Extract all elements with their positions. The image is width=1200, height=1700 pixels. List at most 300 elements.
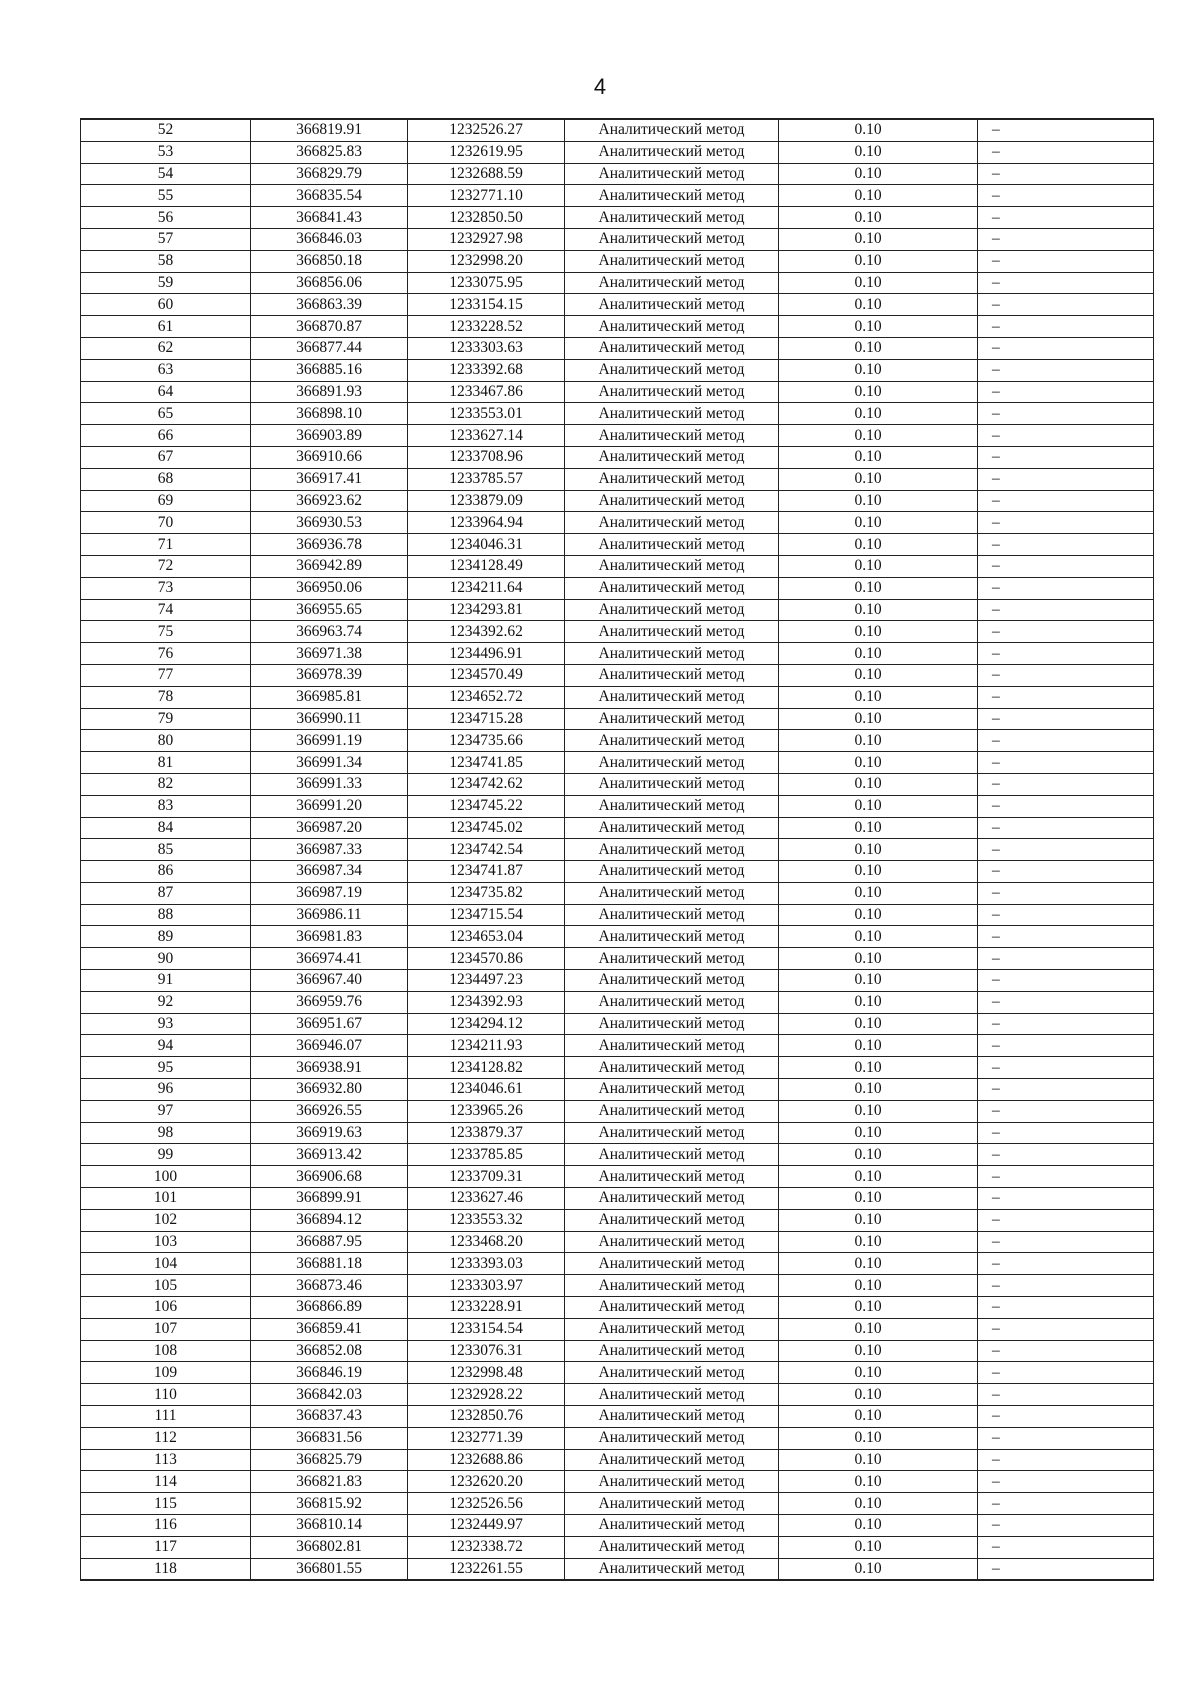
note-cell: – (978, 686, 1154, 708)
method-cell: Аналитический метод (565, 272, 779, 294)
point-number-cell: 95 (81, 1057, 251, 1079)
x-coordinate-cell: 366801.55 (251, 1558, 408, 1580)
accuracy-cell: 0.10 (779, 228, 978, 250)
method-cell: Аналитический метод (565, 1536, 779, 1558)
accuracy-cell: 0.10 (779, 381, 978, 403)
y-coordinate-cell: 1234735.66 (408, 730, 565, 752)
method-cell: Аналитический метод (565, 403, 779, 425)
method-cell: Аналитический метод (565, 1253, 779, 1275)
x-coordinate-cell: 366887.95 (251, 1231, 408, 1253)
accuracy-cell: 0.10 (779, 555, 978, 577)
accuracy-cell: 0.10 (779, 425, 978, 447)
note-cell: – (978, 141, 1154, 163)
x-coordinate-cell: 366870.87 (251, 316, 408, 338)
method-cell: Аналитический метод (565, 839, 779, 861)
table-row (81, 621, 1154, 643)
x-coordinate-cell: 366825.83 (251, 141, 408, 163)
note-cell: – (978, 1100, 1154, 1122)
x-coordinate-cell: 366815.92 (251, 1493, 408, 1515)
x-coordinate-cell: 366873.46 (251, 1275, 408, 1297)
point-number-cell: 64 (81, 381, 251, 403)
method-cell: Аналитический метод (565, 119, 779, 141)
note-cell: – (978, 119, 1154, 141)
accuracy-cell: 0.10 (779, 1536, 978, 1558)
point-number-cell: 81 (81, 752, 251, 774)
x-coordinate-cell: 366898.10 (251, 403, 408, 425)
x-coordinate-cell: 366991.20 (251, 795, 408, 817)
y-coordinate-cell: 1234294.12 (408, 1013, 565, 1035)
note-cell: – (978, 664, 1154, 686)
table-row (81, 882, 1154, 904)
table-row (81, 664, 1154, 686)
point-number-cell: 89 (81, 926, 251, 948)
y-coordinate-cell: 1232261.55 (408, 1558, 565, 1580)
point-number-cell: 106 (81, 1297, 251, 1319)
point-number-cell: 100 (81, 1166, 251, 1188)
note-cell: – (978, 381, 1154, 403)
x-coordinate-cell: 366919.63 (251, 1122, 408, 1144)
x-coordinate-cell: 366885.16 (251, 359, 408, 381)
table-row (81, 730, 1154, 752)
accuracy-cell: 0.10 (779, 1100, 978, 1122)
note-cell: – (978, 555, 1154, 577)
note-cell: – (978, 1515, 1154, 1537)
page-number: 4 (593, 74, 607, 99)
y-coordinate-cell: 1234652.72 (408, 686, 565, 708)
x-coordinate-cell: 366987.33 (251, 839, 408, 861)
x-coordinate-cell: 366946.07 (251, 1035, 408, 1057)
note-cell: – (978, 1057, 1154, 1079)
table-row (81, 1188, 1154, 1210)
point-number-cell: 102 (81, 1209, 251, 1231)
table-row (81, 1427, 1154, 1449)
y-coordinate-cell: 1233879.09 (408, 490, 565, 512)
x-coordinate-cell: 366950.06 (251, 577, 408, 599)
note-cell: – (978, 948, 1154, 970)
x-coordinate-cell: 366891.93 (251, 381, 408, 403)
table-row (81, 555, 1154, 577)
table-row (81, 817, 1154, 839)
y-coordinate-cell: 1234128.82 (408, 1057, 565, 1079)
note-cell: – (978, 468, 1154, 490)
y-coordinate-cell: 1233468.20 (408, 1231, 565, 1253)
table-row (81, 926, 1154, 948)
table-row (81, 861, 1154, 883)
accuracy-cell: 0.10 (779, 664, 978, 686)
accuracy-cell: 0.10 (779, 119, 978, 141)
accuracy-cell: 0.10 (779, 752, 978, 774)
method-cell: Аналитический метод (565, 141, 779, 163)
point-number-cell: 113 (81, 1449, 251, 1471)
note-cell: – (978, 1406, 1154, 1428)
point-number-cell: 80 (81, 730, 251, 752)
point-number-cell: 91 (81, 970, 251, 992)
table-row (81, 1536, 1154, 1558)
y-coordinate-cell: 1234211.93 (408, 1035, 565, 1057)
method-cell: Аналитический метод (565, 795, 779, 817)
accuracy-cell: 0.10 (779, 1362, 978, 1384)
note-cell: – (978, 795, 1154, 817)
x-coordinate-cell: 366903.89 (251, 425, 408, 447)
note-cell: – (978, 294, 1154, 316)
method-cell: Аналитический метод (565, 1297, 779, 1319)
x-coordinate-cell: 366930.53 (251, 512, 408, 534)
method-cell: Аналитический метод (565, 752, 779, 774)
point-number-cell: 111 (81, 1406, 251, 1428)
y-coordinate-cell: 1232998.48 (408, 1362, 565, 1384)
point-number-cell: 103 (81, 1231, 251, 1253)
note-cell: – (978, 1079, 1154, 1101)
method-cell: Аналитический метод (565, 773, 779, 795)
note-cell: – (978, 446, 1154, 468)
point-number-cell: 116 (81, 1515, 251, 1537)
x-coordinate-cell: 366986.11 (251, 904, 408, 926)
method-cell: Аналитический метод (565, 1275, 779, 1297)
y-coordinate-cell: 1233228.52 (408, 316, 565, 338)
accuracy-cell: 0.10 (779, 926, 978, 948)
x-coordinate-cell: 366829.79 (251, 163, 408, 185)
point-number-cell: 108 (81, 1340, 251, 1362)
y-coordinate-cell: 1232688.86 (408, 1449, 565, 1471)
method-cell: Аналитический метод (565, 1493, 779, 1515)
point-number-cell: 53 (81, 141, 251, 163)
x-coordinate-cell: 366955.65 (251, 599, 408, 621)
method-cell: Аналитический метод (565, 207, 779, 229)
table-row (81, 1057, 1154, 1079)
table-row (81, 381, 1154, 403)
x-coordinate-cell: 366991.34 (251, 752, 408, 774)
y-coordinate-cell: 1234742.54 (408, 839, 565, 861)
point-number-cell: 60 (81, 294, 251, 316)
method-cell: Аналитический метод (565, 1449, 779, 1471)
method-cell: Аналитический метод (565, 468, 779, 490)
point-number-cell: 57 (81, 228, 251, 250)
method-cell: Аналитический метод (565, 948, 779, 970)
x-coordinate-cell: 366846.03 (251, 228, 408, 250)
point-number-cell: 115 (81, 1493, 251, 1515)
point-number-cell: 59 (81, 272, 251, 294)
accuracy-cell: 0.10 (779, 795, 978, 817)
x-coordinate-cell: 366987.34 (251, 861, 408, 883)
accuracy-cell: 0.10 (779, 882, 978, 904)
accuracy-cell: 0.10 (779, 948, 978, 970)
x-coordinate-cell: 366859.41 (251, 1318, 408, 1340)
x-coordinate-cell: 366856.06 (251, 272, 408, 294)
table-row (81, 359, 1154, 381)
method-cell: Аналитический метод (565, 490, 779, 512)
point-number-cell: 118 (81, 1558, 251, 1580)
accuracy-cell: 0.10 (779, 403, 978, 425)
table-row (81, 1340, 1154, 1362)
note-cell: – (978, 1188, 1154, 1210)
y-coordinate-cell: 1233392.68 (408, 359, 565, 381)
accuracy-cell: 0.10 (779, 577, 978, 599)
accuracy-cell: 0.10 (779, 861, 978, 883)
y-coordinate-cell: 1234741.85 (408, 752, 565, 774)
y-coordinate-cell: 1232850.76 (408, 1406, 565, 1428)
table-row (81, 272, 1154, 294)
x-coordinate-cell: 366938.91 (251, 1057, 408, 1079)
y-coordinate-cell: 1234745.22 (408, 795, 565, 817)
method-cell: Аналитический метод (565, 904, 779, 926)
accuracy-cell: 0.10 (779, 446, 978, 468)
point-number-cell: 70 (81, 512, 251, 534)
accuracy-cell: 0.10 (779, 359, 978, 381)
accuracy-cell: 0.10 (779, 468, 978, 490)
note-cell: – (978, 316, 1154, 338)
point-number-cell: 69 (81, 490, 251, 512)
x-coordinate-cell: 366951.67 (251, 1013, 408, 1035)
accuracy-cell: 0.10 (779, 1427, 978, 1449)
note-cell: – (978, 534, 1154, 556)
table-row (81, 228, 1154, 250)
y-coordinate-cell: 1234392.62 (408, 621, 565, 643)
x-coordinate-cell: 366841.43 (251, 207, 408, 229)
accuracy-cell: 0.10 (779, 1122, 978, 1144)
point-number-cell: 92 (81, 991, 251, 1013)
method-cell: Аналитический метод (565, 1144, 779, 1166)
table-row (81, 577, 1154, 599)
y-coordinate-cell: 1233154.54 (408, 1318, 565, 1340)
note-cell: – (978, 207, 1154, 229)
x-coordinate-cell: 366959.76 (251, 991, 408, 1013)
y-coordinate-cell: 1233553.32 (408, 1209, 565, 1231)
method-cell: Аналитический метод (565, 599, 779, 621)
y-coordinate-cell: 1232338.72 (408, 1536, 565, 1558)
y-coordinate-cell: 1232526.56 (408, 1493, 565, 1515)
accuracy-cell: 0.10 (779, 1340, 978, 1362)
table-row (81, 773, 1154, 795)
point-number-cell: 52 (81, 119, 251, 141)
method-cell: Аналитический метод (565, 1100, 779, 1122)
method-cell: Аналитический метод (565, 861, 779, 883)
accuracy-cell: 0.10 (779, 163, 978, 185)
table-row (81, 904, 1154, 926)
y-coordinate-cell: 1234570.49 (408, 664, 565, 686)
method-cell: Аналитический метод (565, 926, 779, 948)
table-row (81, 752, 1154, 774)
method-cell: Аналитический метод (565, 294, 779, 316)
x-coordinate-cell: 366985.81 (251, 686, 408, 708)
y-coordinate-cell: 1233965.26 (408, 1100, 565, 1122)
point-number-cell: 77 (81, 664, 251, 686)
y-coordinate-cell: 1234715.54 (408, 904, 565, 926)
note-cell: – (978, 773, 1154, 795)
x-coordinate-cell: 366831.56 (251, 1427, 408, 1449)
table-row (81, 512, 1154, 534)
method-cell: Аналитический метод (565, 1427, 779, 1449)
method-cell: Аналитический метод (565, 250, 779, 272)
table-row (81, 1253, 1154, 1275)
note-cell: – (978, 1013, 1154, 1035)
note-cell: – (978, 599, 1154, 621)
table-row (81, 1318, 1154, 1340)
y-coordinate-cell: 1233709.31 (408, 1166, 565, 1188)
point-number-cell: 87 (81, 882, 251, 904)
point-number-cell: 85 (81, 839, 251, 861)
note-cell: – (978, 403, 1154, 425)
y-coordinate-cell: 1233393.03 (408, 1253, 565, 1275)
point-number-cell: 62 (81, 337, 251, 359)
x-coordinate-cell: 366932.80 (251, 1079, 408, 1101)
method-cell: Аналитический метод (565, 1406, 779, 1428)
method-cell: Аналитический метод (565, 425, 779, 447)
point-number-cell: 63 (81, 359, 251, 381)
method-cell: Аналитический метод (565, 708, 779, 730)
note-cell: – (978, 708, 1154, 730)
method-cell: Аналитический метод (565, 446, 779, 468)
accuracy-cell: 0.10 (779, 185, 978, 207)
x-coordinate-cell: 366819.91 (251, 119, 408, 141)
table-row (81, 425, 1154, 447)
y-coordinate-cell: 1232998.20 (408, 250, 565, 272)
y-coordinate-cell: 1234128.49 (408, 555, 565, 577)
method-cell: Аналитический метод (565, 1318, 779, 1340)
point-number-cell: 68 (81, 468, 251, 490)
method-cell: Аналитический метод (565, 1079, 779, 1101)
accuracy-cell: 0.10 (779, 1057, 978, 1079)
point-number-cell: 109 (81, 1362, 251, 1384)
accuracy-cell: 0.10 (779, 1384, 978, 1406)
method-cell: Аналитический метод (565, 621, 779, 643)
accuracy-cell: 0.10 (779, 1493, 978, 1515)
x-coordinate-cell: 366981.83 (251, 926, 408, 948)
accuracy-cell: 0.10 (779, 1318, 978, 1340)
y-coordinate-cell: 1234715.28 (408, 708, 565, 730)
table-row (81, 185, 1154, 207)
x-coordinate-cell: 366991.19 (251, 730, 408, 752)
y-coordinate-cell: 1234211.64 (408, 577, 565, 599)
table-row (81, 1122, 1154, 1144)
accuracy-cell: 0.10 (779, 250, 978, 272)
method-cell: Аналитический метод (565, 1471, 779, 1493)
table-row (81, 1035, 1154, 1057)
note-cell: – (978, 359, 1154, 381)
note-cell: – (978, 1340, 1154, 1362)
x-coordinate-cell: 366987.20 (251, 817, 408, 839)
y-coordinate-cell: 1233228.91 (408, 1297, 565, 1319)
accuracy-cell: 0.10 (779, 1515, 978, 1537)
point-number-cell: 97 (81, 1100, 251, 1122)
method-cell: Аналитический метод (565, 1122, 779, 1144)
table-row (81, 1209, 1154, 1231)
table-row (81, 1144, 1154, 1166)
accuracy-cell: 0.10 (779, 316, 978, 338)
x-coordinate-cell: 366866.89 (251, 1297, 408, 1319)
point-number-cell: 84 (81, 817, 251, 839)
x-coordinate-cell: 366906.68 (251, 1166, 408, 1188)
table-row (81, 1471, 1154, 1493)
accuracy-cell: 0.10 (779, 294, 978, 316)
accuracy-cell: 0.10 (779, 621, 978, 643)
x-coordinate-cell: 366842.03 (251, 1384, 408, 1406)
method-cell: Аналитический метод (565, 1362, 779, 1384)
y-coordinate-cell: 1233785.85 (408, 1144, 565, 1166)
point-number-cell: 67 (81, 446, 251, 468)
method-cell: Аналитический метод (565, 228, 779, 250)
y-coordinate-cell: 1233467.86 (408, 381, 565, 403)
table-row (81, 948, 1154, 970)
x-coordinate-cell: 366910.66 (251, 446, 408, 468)
accuracy-cell: 0.10 (779, 708, 978, 730)
note-cell: – (978, 163, 1154, 185)
method-cell: Аналитический метод (565, 1013, 779, 1035)
note-cell: – (978, 1362, 1154, 1384)
coordinates-table (80, 118, 1154, 1581)
method-cell: Аналитический метод (565, 817, 779, 839)
accuracy-cell: 0.10 (779, 1231, 978, 1253)
method-cell: Аналитический метод (565, 359, 779, 381)
table-row (81, 534, 1154, 556)
table-row (81, 991, 1154, 1013)
y-coordinate-cell: 1234735.82 (408, 882, 565, 904)
note-cell: – (978, 621, 1154, 643)
accuracy-cell: 0.10 (779, 904, 978, 926)
y-coordinate-cell: 1234046.31 (408, 534, 565, 556)
table-row (81, 250, 1154, 272)
y-coordinate-cell: 1232688.59 (408, 163, 565, 185)
method-cell: Аналитический метод (565, 970, 779, 992)
method-cell: Аналитический метод (565, 730, 779, 752)
table-row (81, 839, 1154, 861)
method-cell: Аналитический метод (565, 512, 779, 534)
accuracy-cell: 0.10 (779, 337, 978, 359)
table-row (81, 1100, 1154, 1122)
method-cell: Аналитический метод (565, 534, 779, 556)
table-row (81, 1493, 1154, 1515)
note-cell: – (978, 512, 1154, 534)
note-cell: – (978, 1209, 1154, 1231)
y-coordinate-cell: 1232449.97 (408, 1515, 565, 1537)
x-coordinate-cell: 366821.83 (251, 1471, 408, 1493)
table-row (81, 643, 1154, 665)
table-row (81, 1384, 1154, 1406)
x-coordinate-cell: 366967.40 (251, 970, 408, 992)
point-number-cell: 104 (81, 1253, 251, 1275)
accuracy-cell: 0.10 (779, 1144, 978, 1166)
accuracy-cell: 0.10 (779, 141, 978, 163)
point-number-cell: 82 (81, 773, 251, 795)
note-cell: – (978, 1558, 1154, 1580)
x-coordinate-cell: 366942.89 (251, 555, 408, 577)
note-cell: – (978, 861, 1154, 883)
accuracy-cell: 0.10 (779, 1449, 978, 1471)
method-cell: Аналитический метод (565, 1188, 779, 1210)
table-row (81, 1558, 1154, 1580)
y-coordinate-cell: 1234653.04 (408, 926, 565, 948)
point-number-cell: 93 (81, 1013, 251, 1035)
y-coordinate-cell: 1232620.20 (408, 1471, 565, 1493)
method-cell: Аналитический метод (565, 664, 779, 686)
accuracy-cell: 0.10 (779, 1471, 978, 1493)
x-coordinate-cell: 366810.14 (251, 1515, 408, 1537)
note-cell: – (978, 839, 1154, 861)
x-coordinate-cell: 366990.11 (251, 708, 408, 730)
point-number-cell: 76 (81, 643, 251, 665)
x-coordinate-cell: 366852.08 (251, 1340, 408, 1362)
method-cell: Аналитический метод (565, 337, 779, 359)
y-coordinate-cell: 1233627.14 (408, 425, 565, 447)
point-number-cell: 83 (81, 795, 251, 817)
table-row (81, 1297, 1154, 1319)
table-row (81, 207, 1154, 229)
accuracy-cell: 0.10 (779, 207, 978, 229)
point-number-cell: 71 (81, 534, 251, 556)
point-number-cell: 54 (81, 163, 251, 185)
accuracy-cell: 0.10 (779, 599, 978, 621)
y-coordinate-cell: 1233154.15 (408, 294, 565, 316)
y-coordinate-cell: 1233785.57 (408, 468, 565, 490)
